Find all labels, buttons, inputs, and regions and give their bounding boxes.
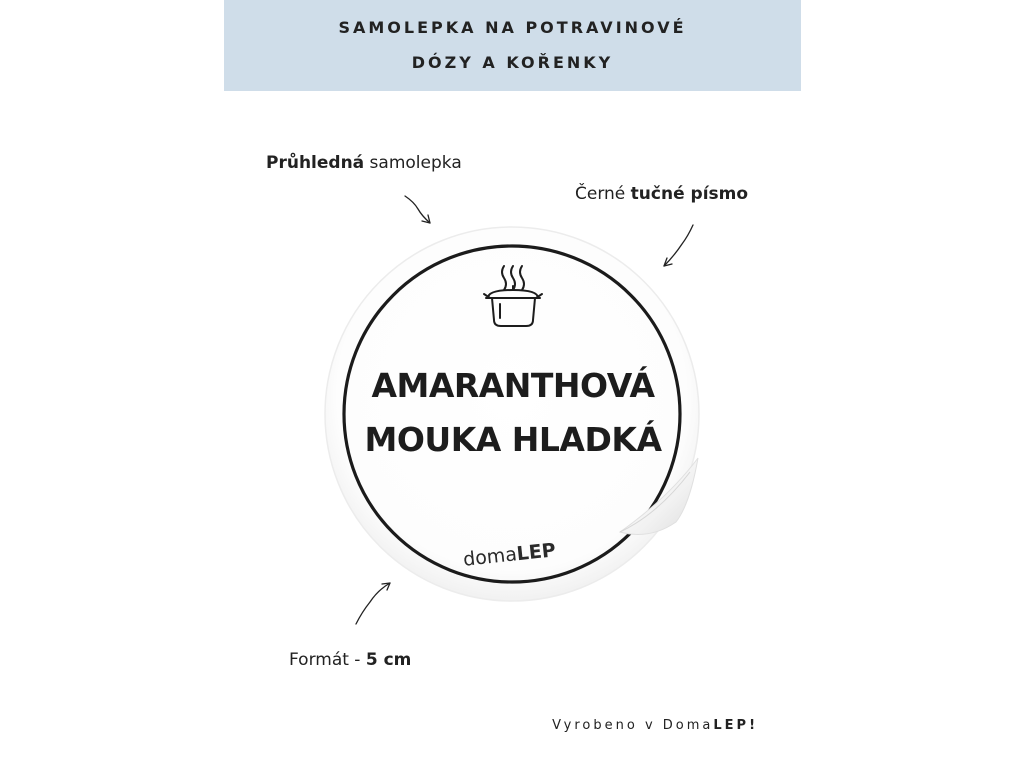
- brand-bold: LEP: [515, 539, 557, 566]
- header-title-line-1: SAMOLEPKA NA POTRAVINOVÉ: [338, 18, 687, 37]
- format-size-note: [289, 650, 411, 670]
- header-title-line-2: DÓZY A KOŘENKY: [411, 53, 614, 72]
- transparent-sticker-note: [266, 153, 462, 173]
- font-note-bold: tučné písmo: [630, 184, 749, 204]
- footer-bold: LEP!: [713, 718, 758, 733]
- transparent-note-rest: samolepka: [364, 153, 462, 173]
- sticker-title-line-2: MOUKA HLADKÁ: [364, 420, 662, 459]
- black-bold-font-note: [575, 184, 748, 204]
- transparent-note-bold: Průhledná: [266, 153, 365, 173]
- sticker-title-line-1: AMARANTHOVÁ: [371, 366, 655, 405]
- footer-credit: [552, 718, 758, 733]
- font-note-prefix: Černé: [575, 184, 631, 204]
- brand-regular: doma: [462, 543, 518, 571]
- format-note-bold: 5 cm: [365, 650, 412, 670]
- header-banner: [224, 0, 801, 91]
- sticker-preview: [320, 222, 710, 614]
- format-note-prefix: Formát -: [289, 650, 366, 670]
- footer-regular: Vyrobeno v Doma: [552, 718, 714, 733]
